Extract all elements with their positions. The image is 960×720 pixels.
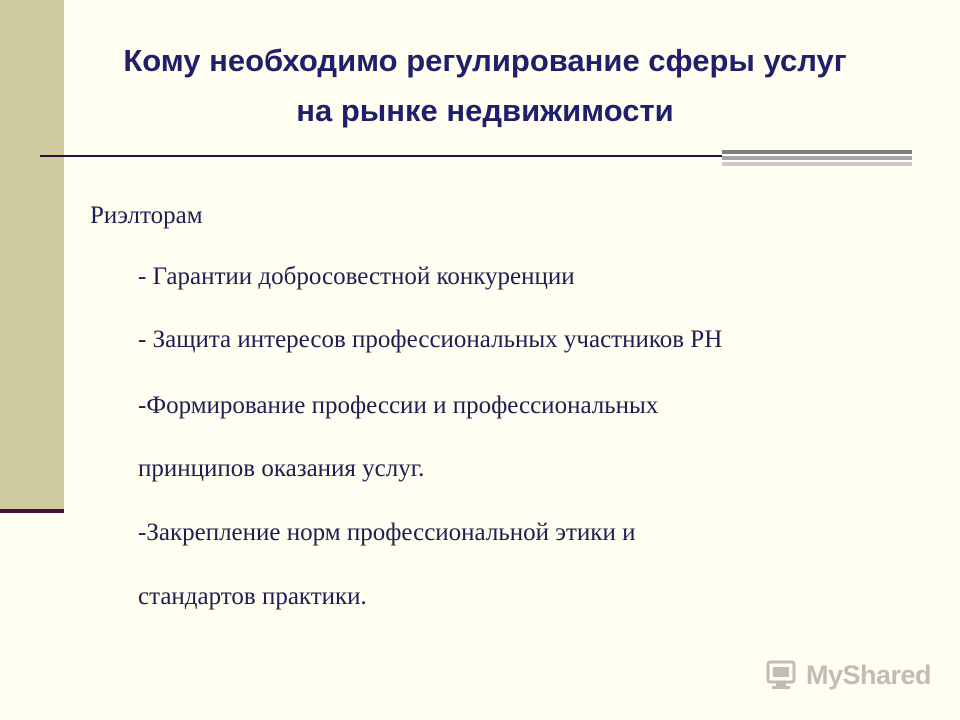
title-line-1: Кому необходимо регулирование сферы услуг: [123, 43, 847, 78]
myshared-watermark: [766, 655, 931, 695]
body-line: принципов оказания услуг.: [138, 455, 425, 482]
body-heading: Риэлторам: [90, 202, 203, 229]
myshared-logo-icon: [766, 658, 800, 692]
body-line: стандартов практики.: [138, 583, 367, 610]
body-line: - Защита интересов профессиональных участников РН: [138, 326, 723, 353]
title-line-2: на рынке недвижимости: [296, 93, 674, 128]
watermark-text: MyShared: [806, 659, 932, 690]
body-line: -Формирование профессии и профессиональных: [138, 392, 659, 419]
body-line: -Закрепление норм профессиональной этики и: [138, 519, 636, 546]
body-line: - Гарантии добросовестной конкуренции: [138, 263, 575, 290]
